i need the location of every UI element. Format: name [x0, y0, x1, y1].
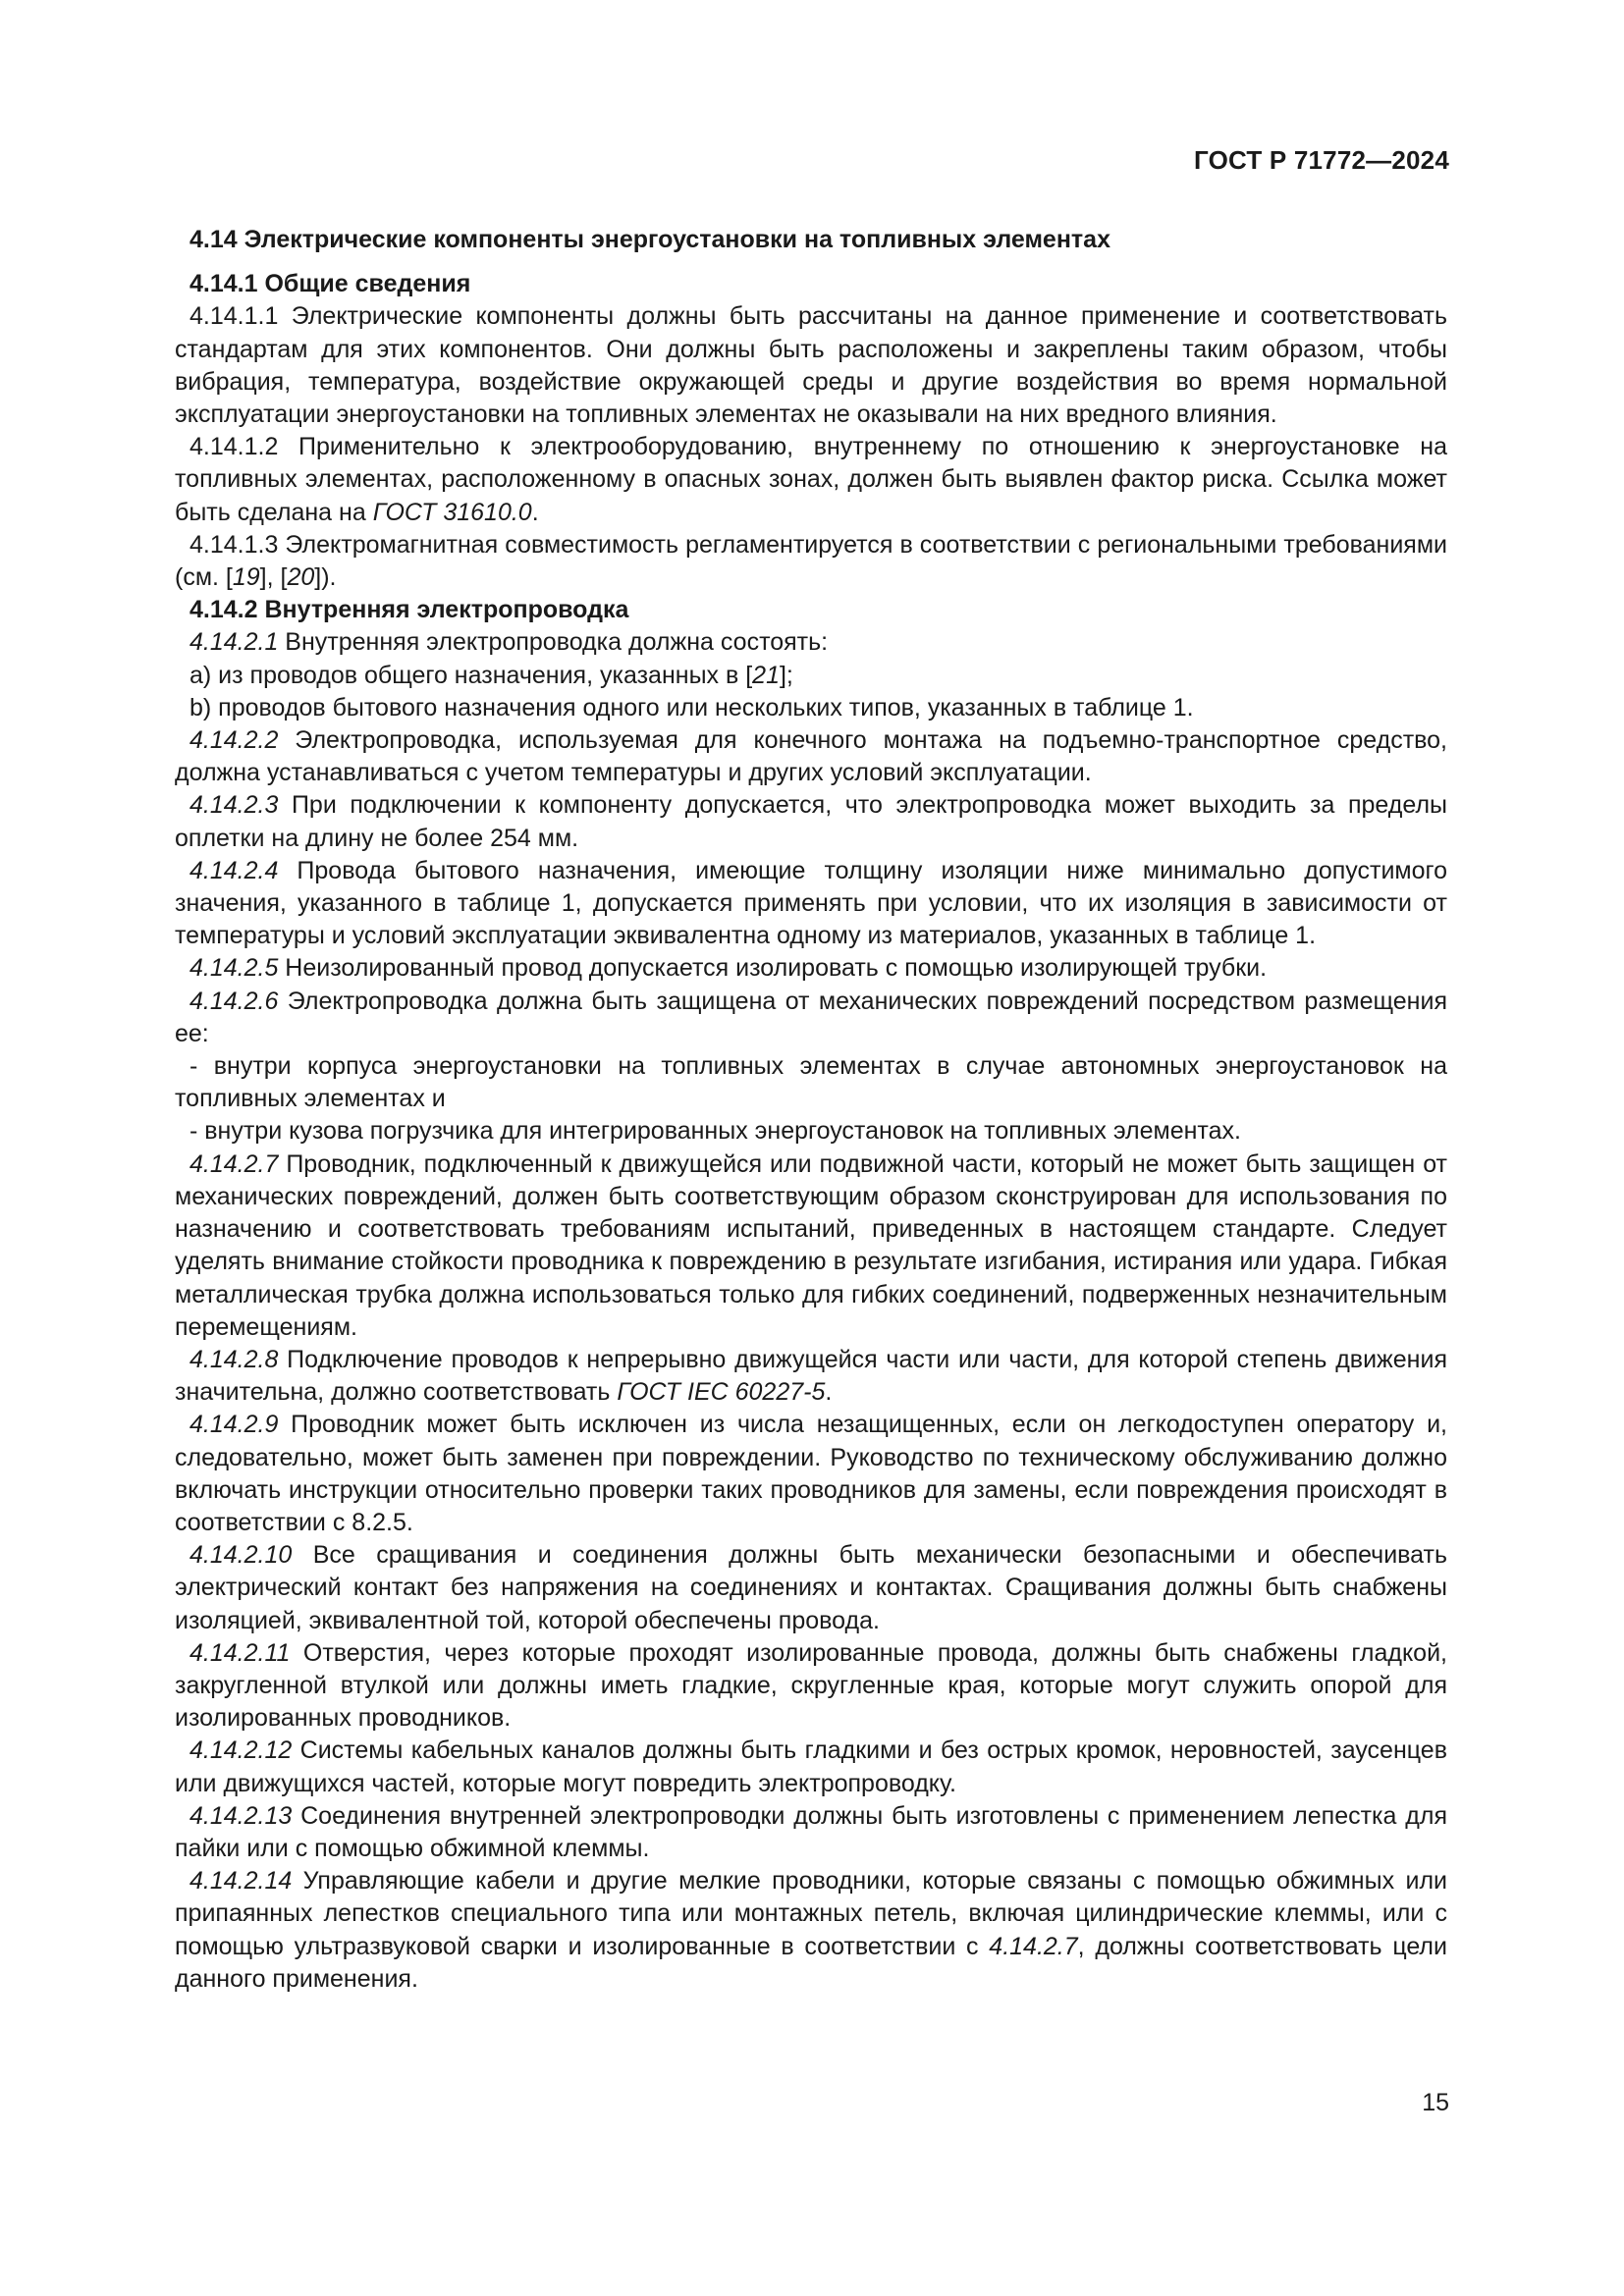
paragraph-text: При подключении к компоненту допускается, что электропроводка может выходить за пределы оплетки на длину не более 254 мм.	[175, 791, 1447, 852]
paragraph-4-14-2-9	[175, 1409, 1447, 1539]
list-item-bullet-2: - внутри кузова погрузчика для интегрированных энергоустановок на топливных элементах.	[189, 1117, 1241, 1146]
paragraph-4-14-2-14	[175, 1865, 1447, 1996]
subsection-title-general: 4.14.1 Общие сведения	[189, 270, 471, 298]
paragraph-4-14-2-8	[175, 1344, 1447, 1409]
paragraph-text: Провода бытового назначения, имеющие толщину изоляции ниже минимально допустимого значения, указанного в таблице 1, допускается применять при условии, что их изоляция в зависимости от температуры и условий эксплуатации эквивалентна одному из материалов, указанных в таблице 1.	[175, 856, 1447, 950]
paragraph-text: Системы кабельных каналов должны быть гладкими и без острых кромок, неровностей, заусенцев или движущихся частей, которые могут повредить электропроводку.	[175, 1736, 1447, 1797]
paragraph-text: Электропроводка должна быть защищена от механических повреждений посредством размещения ее:	[175, 987, 1447, 1047]
paragraph-4-14-2-2	[175, 724, 1447, 789]
paragraph-text: 4.14.1.2 Применительно к электрооборудованию, внутреннему по отношению к энергоустановке на топливных элементах, расположенному в опасных зонах, должен быть выявлен фактор риска. Ссылка может быть сделана на	[175, 433, 1447, 526]
clause-number: 4.14.2.14	[189, 1867, 293, 1896]
clause-number: 4.14.2.7	[189, 1149, 279, 1178]
list-item-text: ];	[779, 661, 793, 689]
paragraph-4-14-2-13	[175, 1800, 1447, 1865]
paragraph-text: ], [	[259, 563, 288, 592]
paragraph-4-14-2-3	[175, 789, 1447, 854]
bibliography-reference: 20	[287, 563, 315, 592]
paragraph-text: Проводник может быть исключен из числа незащищенных, если он легкодоступен оператору и, следовательно, может быть заменен при повреждении. Руководство по техническому обслуживанию должно включать инструкции относительно проверки таких проводников для замены, если повреждения происходят в соответствии с 8.2.5.	[175, 1411, 1447, 1536]
paragraph-4-14-1-2	[175, 431, 1447, 529]
paragraph-text: Подключение проводов к непрерывно движущейся части или части, для которой степень движения значительна, должно соответствовать	[175, 1345, 1447, 1407]
paragraph-4-14-2-5	[175, 952, 1447, 985]
paragraph-text: ]).	[314, 563, 337, 592]
paragraph-text: Управляющие кабели и другие мелкие проводники, которые связаны с помощью обжимных или припаянных лепестков специального типа или монтажных петель, включая цилиндрические клеммы, или с помощью ультразвуковой сварки и изолированные в соответствии с	[175, 1867, 1447, 1960]
list-item-b: b) проводов бытового назначения одного или нескольких типов, указанных в таблице 1.	[189, 693, 1194, 721]
page-content	[175, 224, 1447, 1996]
clause-number: 4.14.2.12	[189, 1736, 293, 1765]
bibliography-reference: 21	[752, 661, 780, 689]
clause-number: 4.14.2.13	[189, 1801, 293, 1830]
clause-number: 4.14.2.4	[189, 856, 279, 884]
subsection-title-wiring: 4.14.2 Внутренняя электропроводка	[189, 596, 629, 624]
clause-number: 4.14.2.9	[189, 1411, 279, 1439]
bibliography-reference: 19	[232, 563, 260, 592]
clause-number: 4.14.2.5	[189, 954, 279, 983]
clause-number: 4.14.2.10	[189, 1541, 293, 1570]
paragraph-text: .	[825, 1378, 833, 1407]
clause-number: 4.14.2.11	[189, 1638, 291, 1667]
standard-reference: ГОСТ 31610.0	[372, 498, 532, 526]
paragraph-4-14-2-10	[175, 1539, 1447, 1637]
paragraph-4-14-2-12	[175, 1735, 1447, 1799]
paragraph-text: Проводник, подключенный к движущейся или подвижной части, который не может быть защищен от механических повреждений, должен быть соответствующим образом сконструирован для использования по назначению и соответствовать требованиям испытаний, приведенных в настоящем стандарте. Следует уделять внимание стойкости проводника к повреждению в результате изгибания, истирания или удара. Гибкая металлическая трубка должна использоваться только для гибких соединений, подверженных незначительным перемещениям.	[175, 1149, 1447, 1341]
page-number: 15	[1422, 2089, 1449, 2116]
clause-number: 4.14.2.3	[189, 791, 279, 820]
section-title: 4.14 Электрические компоненты энергоустановки на топливных элементах	[189, 226, 1110, 253]
standard-code: ГОСТ Р 71772—2024	[1194, 145, 1449, 175]
paragraph-text: .	[531, 498, 539, 526]
list-item-a	[175, 660, 1447, 692]
clause-number: 4.14.2.2	[189, 726, 279, 755]
paragraph-4-14-1-3	[175, 529, 1447, 594]
clause-number: 4.14.2.8	[189, 1345, 279, 1373]
paragraph-4-14-1-1: 4.14.1.1 Электрические компоненты должны быть рассчитаны на данное применение и соответствовать стандартам для этих компонентов. Они должны быть расположены и закреплены таким образом, чтобы вибрация, температура, воздействие окружающей среды и другие воздействия во время нормальной эксплуатации энергоустановки на топливных элементах не оказывали на них вредного влияния.	[175, 302, 1447, 429]
list-item-bullet-1: - внутри корпуса энергоустановки на топливных элементах в случае автономных энергоустановок на топливных элементах и	[175, 1052, 1447, 1113]
paragraph-4-14-2-11	[175, 1637, 1447, 1735]
clause-number: 4.14.2.6	[189, 987, 279, 1015]
paragraph-text: Электропроводка, используемая для конечного монтажа на подъемно-транспортное средство, должна устанавливаться с учетом температуры и других условий эксплуатации.	[175, 726, 1447, 787]
clause-number: 4.14.2.1	[189, 628, 279, 657]
paragraph-text: Все сращивания и соединения должны быть механически безопасными и обеспечивать электрический контакт без напряжения на соединениях и контактах. Сращивания должны быть снабжены изоляцией, эквивалентной той, которой обеспечены провода.	[175, 1541, 1447, 1634]
clause-reference: 4.14.2.7	[989, 1932, 1078, 1960]
paragraph-text: 4.14.1.3 Электромагнитная совместимость регламентируется в соответствии с региональными требованиями (см. [	[175, 530, 1447, 592]
paragraph-4-14-2-1	[175, 626, 1447, 659]
paragraph-text: Неизолированный провод допускается изолировать с помощью изолирующей трубки.	[278, 954, 1268, 983]
paragraph-text: Отверстия, через которые проходят изолированные провода, должны быть снабжены гладкой, закругленной втулкой или должны иметь гладкие, скругленные края, которые могут служить опорой для изолированных проводников.	[175, 1638, 1447, 1733]
list-item-text: a) из проводов общего назначения, указанных в [	[189, 661, 753, 689]
paragraph-4-14-2-4	[175, 855, 1447, 953]
paragraph-text: Внутренняя электропроводка должна состоять:	[278, 628, 829, 657]
paragraph-text: , должны соответствовать цели данного применения.	[175, 1932, 1447, 1993]
paragraph-text: Соединения внутренней электропроводки должны быть изготовлены с применением лепестка для пайки или с помощью обжимной клеммы.	[175, 1801, 1447, 1862]
paragraph-4-14-2-7	[175, 1148, 1447, 1344]
standard-reference: ГОСТ IEC 60227-5	[617, 1378, 826, 1407]
paragraph-4-14-2-6	[175, 986, 1447, 1050]
